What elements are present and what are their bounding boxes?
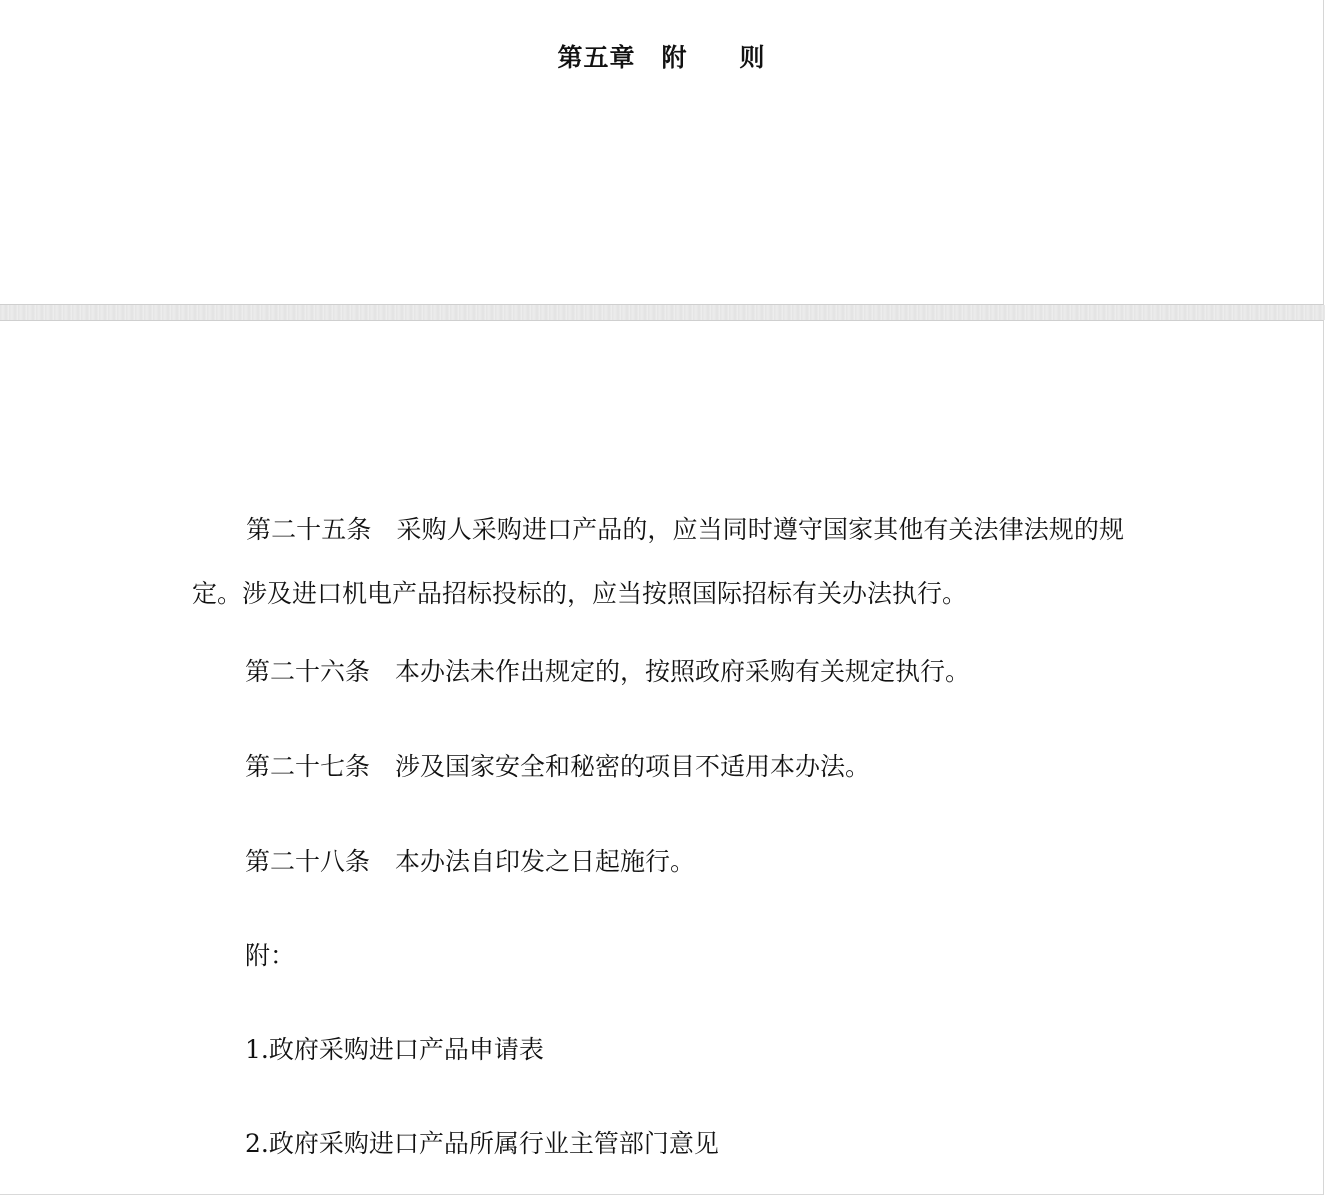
article-26: 第二十六条 本办法未作出规定的，按照政府采购有关规定执行。: [245, 657, 971, 686]
article-25: 第二十五条 采购人采购进口产品的，应当同时遵守国家其他有关法律法规的规定。涉及进口机电产品招标投标的，应当按照国际招标有关办法执行。: [192, 515, 1124, 608]
attachment-item-1: 1.政府采购进口产品申请表: [245, 1035, 544, 1064]
chapter-title: 第五章 附 则: [557, 43, 766, 72]
page-separator: [0, 305, 1325, 320]
document-page-2: [0, 320, 1324, 1195]
attachment-item-2: 2.政府采购进口产品所属行业主管部门意见: [245, 1129, 719, 1158]
article-27: 第二十七条 涉及国家安全和秘密的项目不适用本办法。: [245, 752, 871, 781]
document-page-1: [0, 0, 1324, 305]
attachments-label: 附：: [245, 941, 296, 970]
article-28: 第二十八条 本办法自印发之日起施行。: [245, 847, 696, 876]
